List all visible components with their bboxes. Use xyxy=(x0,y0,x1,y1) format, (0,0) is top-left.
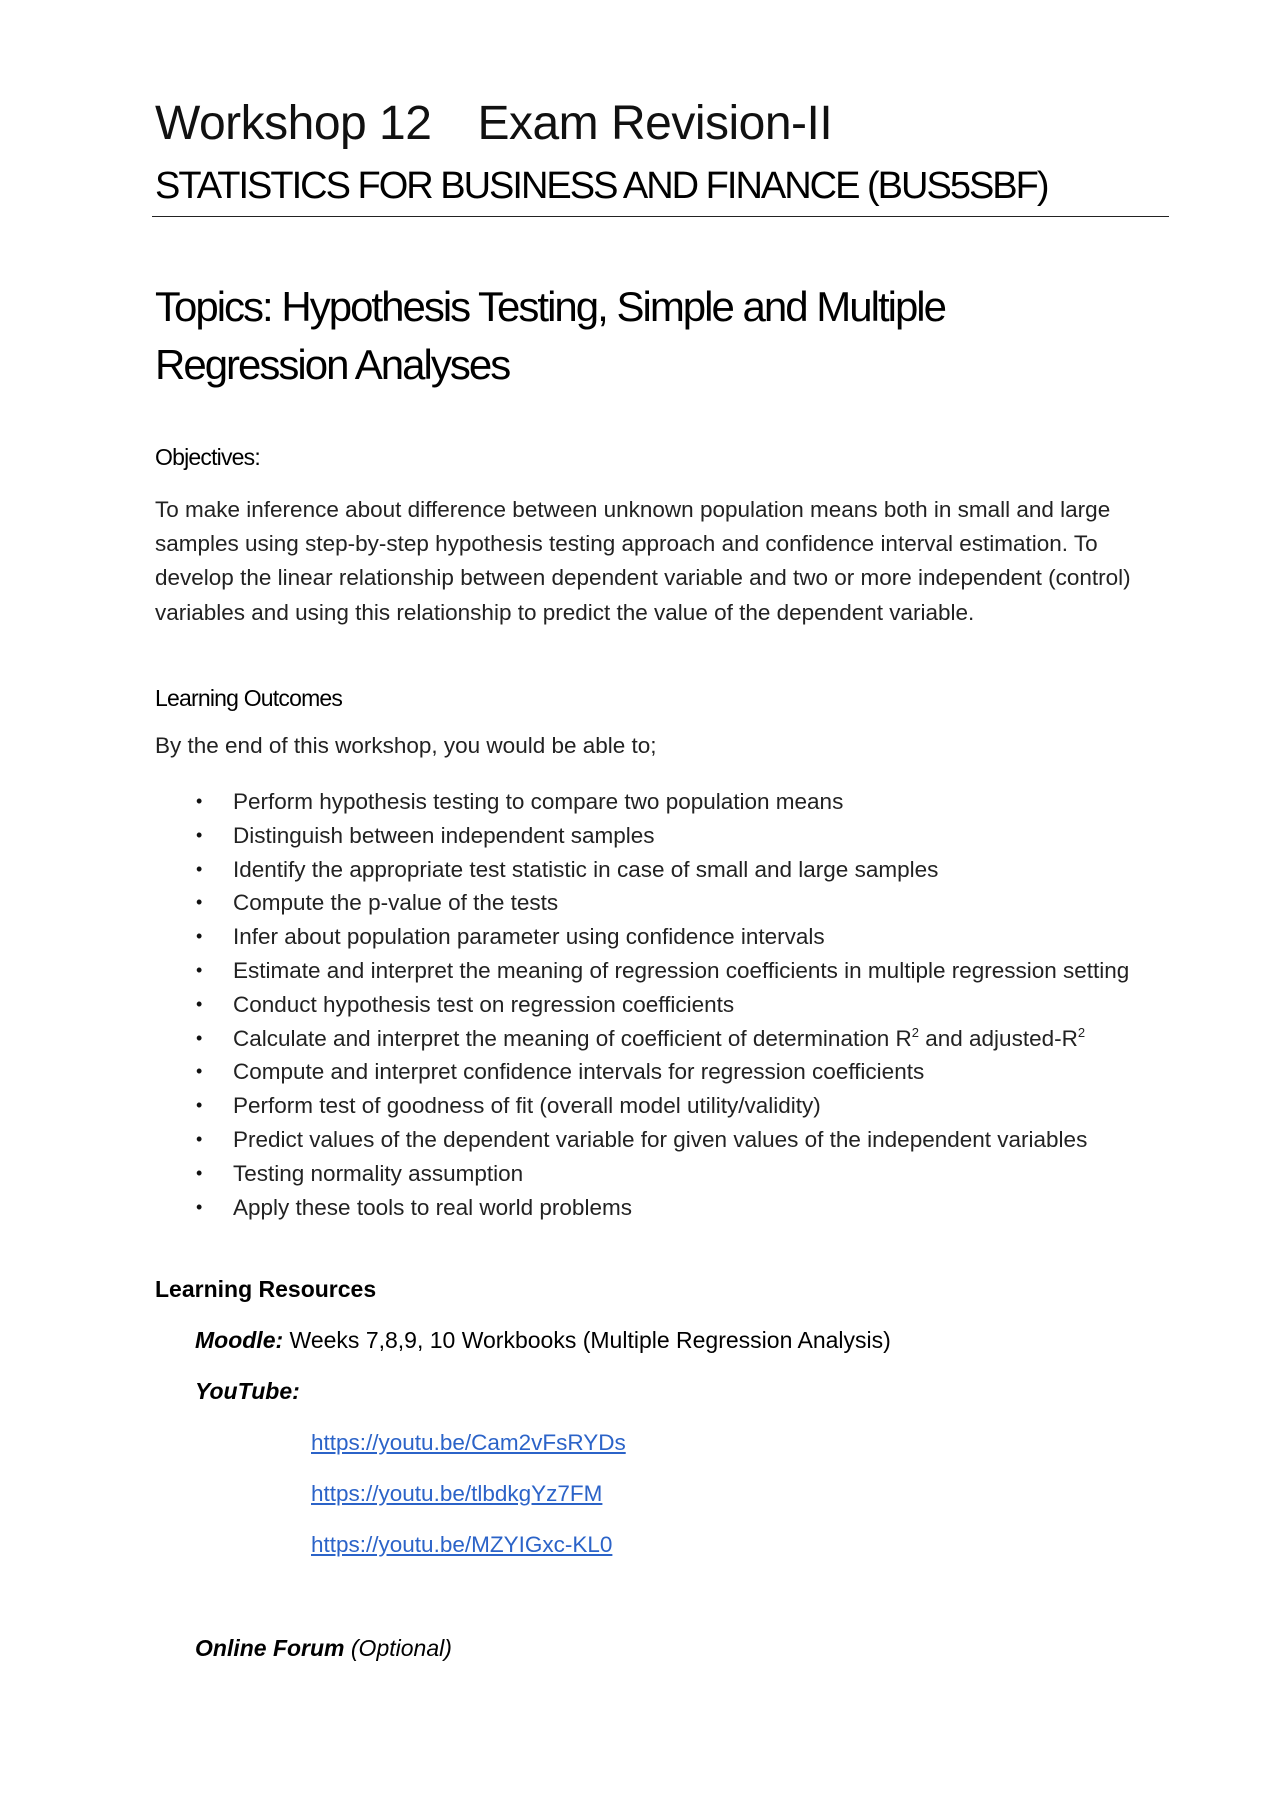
bullet-icon: • xyxy=(196,1061,203,1082)
workshop-number: Workshop 12 xyxy=(155,97,432,150)
objectives-heading: Objectives: xyxy=(155,444,260,470)
online-forum-resource xyxy=(195,1635,452,1662)
bullet-icon: • xyxy=(196,892,203,913)
bullet-icon: • xyxy=(196,791,203,811)
bullet-icon: • xyxy=(196,993,203,1014)
superscript: 2 xyxy=(911,1024,919,1040)
youtube-label: YouTube: xyxy=(195,1378,300,1404)
topics-heading xyxy=(155,278,1155,394)
list-item xyxy=(155,954,1165,988)
workshop-title xyxy=(155,96,832,151)
list-item-text: Distinguish between independent samples xyxy=(233,822,655,848)
moodle-text: Weeks 7,8,9, 10 Workbooks (Multiple Regression Analysis) xyxy=(283,1327,891,1353)
list-item-text: Compute the p-value of the tests xyxy=(233,890,559,916)
bullet-icon: • xyxy=(196,1027,203,1048)
list-item xyxy=(155,886,1165,920)
list-item-text: Apply these tools to real world problems xyxy=(233,1194,632,1220)
list-item xyxy=(155,853,1165,887)
list-item xyxy=(155,1191,1165,1225)
list-item-text: Estimate and interpret the meaning of regression coefficients in multiple regression setting xyxy=(233,957,1130,983)
list-item-text: Conduct hypothesis test on regression coefficients xyxy=(233,991,735,1017)
superscript: 2 xyxy=(1077,1024,1086,1040)
exam-revision-label: Exam Revision-II xyxy=(477,97,833,150)
list-item-text: Predict values of the dependent variable for given values of the independent variables xyxy=(233,1126,1088,1152)
list-item xyxy=(155,1055,1165,1089)
moodle-label: Moodle: xyxy=(195,1327,284,1353)
youtube-link-1[interactable]: https://youtu.be/Cam2vFsRYDs xyxy=(311,1430,626,1455)
list-item xyxy=(155,920,1165,954)
list-item xyxy=(155,1089,1165,1123)
list-item xyxy=(155,785,1165,819)
online-forum-note: (Optional) xyxy=(344,1635,452,1661)
list-item-text: Calculate and interpret the meaning of coefficient of determination R xyxy=(233,1025,912,1051)
bullet-icon: • xyxy=(196,926,203,947)
list-item xyxy=(155,1123,1165,1157)
topics-line-1: Topics: Hypothesis Testing, Simple and Multiple xyxy=(155,283,945,330)
bullet-icon: • xyxy=(196,1196,203,1217)
learning-outcomes-intro: By the end of this workshop, you would be able to; xyxy=(155,733,657,758)
bullet-icon: • xyxy=(196,959,203,980)
course-title: STATISTICS FOR BUSINESS AND FINANCE (BUS5SBF) xyxy=(155,165,1048,207)
list-item-text: Perform hypothesis testing to compare two population means xyxy=(233,789,844,814)
bullet-icon: • xyxy=(196,858,203,879)
list-item-text: Identify the appropriate test statistic in case of small and large samples xyxy=(233,856,939,882)
bullet-icon: • xyxy=(196,824,203,845)
topics-line-2: Regression Analyses xyxy=(155,341,510,388)
list-item-text: Testing normality assumption xyxy=(233,1160,524,1186)
learning-outcomes-list xyxy=(155,785,1165,1224)
learning-resources-heading: Learning Resources xyxy=(155,1276,377,1302)
bullet-icon: • xyxy=(196,1128,203,1149)
bullet-icon: • xyxy=(196,1162,203,1183)
bullet-icon: • xyxy=(196,1095,203,1116)
list-item-text: Compute and interpret confidence intervals for regression coefficients xyxy=(233,1059,925,1085)
moodle-resource xyxy=(195,1327,891,1354)
youtube-link-2[interactable]: https://youtu.be/tlbdkgYz7FM xyxy=(311,1481,603,1506)
youtube-link-3[interactable]: https://youtu.be/MZYIGxc-KL0 xyxy=(311,1532,613,1557)
list-item xyxy=(155,988,1165,1022)
list-item xyxy=(155,1157,1165,1191)
title-divider xyxy=(152,216,1169,217)
objectives-paragraph: To make inference about difference between unknown population means both in small and large samples using step-by-step hypothesis testing approach and confidence interval estimation. To develop the linear relationship between dependent variable and two or more independent (control) variables and using this relationship to predict the value of the dependent variable. xyxy=(155,497,1131,625)
list-item-text: Perform test of goodness of fit (overall model utility/validity) xyxy=(233,1093,821,1119)
online-forum-label: Online Forum xyxy=(195,1635,345,1661)
list-item-text: and adjusted-R xyxy=(918,1025,1078,1051)
list-item xyxy=(155,819,1165,853)
list-item-text: Infer about population parameter using confidence intervals xyxy=(233,924,825,950)
learning-outcomes-heading: Learning Outcomes xyxy=(155,685,343,711)
list-item-r-squared xyxy=(155,1022,1165,1056)
